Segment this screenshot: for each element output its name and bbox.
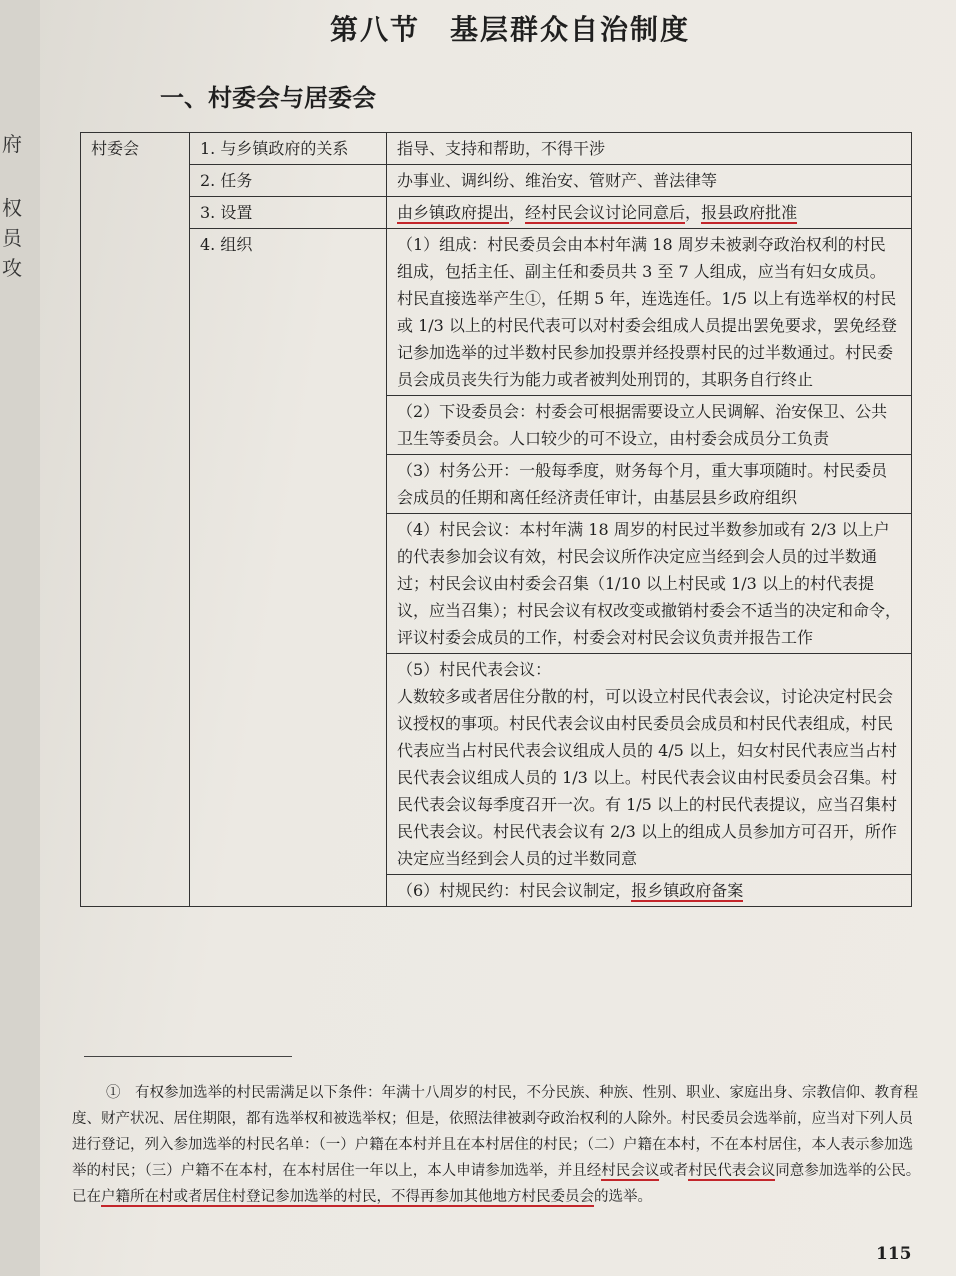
underlined-text: 村民会议 <box>601 1163 660 1179</box>
text: 或者 <box>659 1163 689 1179</box>
underlined-text: 由乡镇政府提出 <box>397 203 510 222</box>
table-row <box>81 165 912 197</box>
edge-char: 攻 <box>2 256 22 280</box>
underlined-text: 经村民会议讨论同意后 <box>525 203 686 222</box>
text: （6）村规民约：村民会议制定， <box>397 881 632 900</box>
village-committee-table <box>80 132 912 907</box>
underlined-text: 报县政府批准 <box>701 203 798 222</box>
row-content: 指导、支持和帮助，不得干涉 <box>387 133 912 165</box>
table-row <box>81 133 912 165</box>
edge-char: 府 <box>2 132 22 156</box>
edge-char: 员 <box>2 226 22 250</box>
edge-char: 权 <box>2 196 22 220</box>
subsection-title: 一、村委会与居委会 <box>160 83 376 112</box>
row-content <box>387 197 912 229</box>
adjacent-page-edge <box>0 0 40 1276</box>
item-title: （5）村民代表会议： <box>397 660 552 679</box>
table-row <box>81 229 912 396</box>
text: ① 有权参加选举的村民需满足以下条件：年满十八周岁的村民，不分民族、种族、性别、职业、家庭出身、宗教信仰、教育程度、财产状况、居住期限，都有选举权和被选举权；但是，依照法律被剥夺政治权利的人除外。村民委员会选举前，应当对下列人员进行登记，列入参加选举的村民名单：（一）户籍在本村并且在本村居住的村民；（二）户籍在本村，不在本村居住，本人表示参加选举的村民；（三）户籍不在本村，在本村居住一年以上，本人申请参加选举，并且经 <box>72 1085 918 1179</box>
table-row <box>81 197 912 229</box>
category-cell: 村委会 <box>81 133 190 907</box>
footnote <box>72 1080 924 1210</box>
row-label: 1. 与乡镇政府的关系 <box>190 133 387 165</box>
underlined-text: 户籍所在村或者居住村登记参加选举的村民， <box>101 1189 391 1205</box>
section-title: 第八节 基层群众自治制度 <box>329 13 690 46</box>
org-item-villagers-meeting: （4）村民会议：本村年满 18 周岁的村民过半数参加或有 2/3 以上户的代表参加会议有效，村民会议所作决定应当经到会人员的过半数通过；村民会议由村委会召集（1/10 以上村民或 1/3 以上的村代表提议，应当召集）；村民会议有权改变或撤销村委会不适当的决定和命令，评议村委会成员的工作，村委会对村民会议负责并报告工作 <box>387 514 912 654</box>
org-item-subcommittees: （2）下设委员会：村委会可根据需要设立人民调解、治安保卫、公共卫生等委员会。人口较少的可不设立，由村委会成员分工负责 <box>387 396 912 455</box>
row-label: 3. 设置 <box>190 197 387 229</box>
org-item-disclosure: （3）村务公开：一般每季度，财务每个月，重大事项随时。村民委员会成员的任期和离任经济责任审计，由基层县乡政府组织 <box>387 455 912 514</box>
org-item-representatives-meeting <box>387 654 912 875</box>
underlined-text: 报乡镇政府备案 <box>631 881 744 900</box>
underlined-text: 不得再参加其他地方村民委员会 <box>391 1189 594 1205</box>
underlined-text: 村民代表会议 <box>688 1163 776 1179</box>
text: 同意参加选举的公民。已在 <box>72 1163 921 1205</box>
text: ， <box>509 203 526 222</box>
org-item-composition: （1）组成：村民委员会由本村年满 18 周岁未被剥夺政治权利的村民组成，包括主任、副主任和委员共 3 至 7 人组成，应当有妇女成员。村民直接选举产生①，任期 5 年，连选连任。1/5 以上有选举权的村民或 1/3 以上的村民代表可以对村委会组成人员提出罢免要求，罢免经登记参加选举的过半数村民参加投票并经投票村民的过半数通过。村民委员会成员丧失行为能力或者被判处刑罚的，其职务自行终止 <box>387 229 912 396</box>
row-content: 办事业、调纠纷、维治安、管财产、普法律等 <box>387 165 912 197</box>
row-label: 4. 组织 <box>190 229 387 907</box>
footnote-divider <box>84 1056 292 1057</box>
text: ， <box>685 203 702 222</box>
org-item-village-rules <box>387 875 912 907</box>
text: 的选举。 <box>594 1189 652 1205</box>
item-body: 人数较多或者居住分散的村，可以设立村民代表会议，讨论决定村民会议授权的事项。村民代表会议由村民委员会成员和村民代表组成，村民代表应当占村民代表会议组成人员的 4/5 以上，妇女村民代表应当占村民代表会议组成人员的 1/3 以上。村民代表会议由村民委员会召集。村民代表会议每季度召开一次。有 1/5 以上的村民代表提议，应当召集村民代表会议。村民代表会议有 2/3 以上的组成人员参加方可召开，所作决定应当经到会人员的过半数同意 <box>397 687 897 868</box>
row-label: 2. 任务 <box>190 165 387 197</box>
page-number: 115 <box>876 1244 912 1264</box>
